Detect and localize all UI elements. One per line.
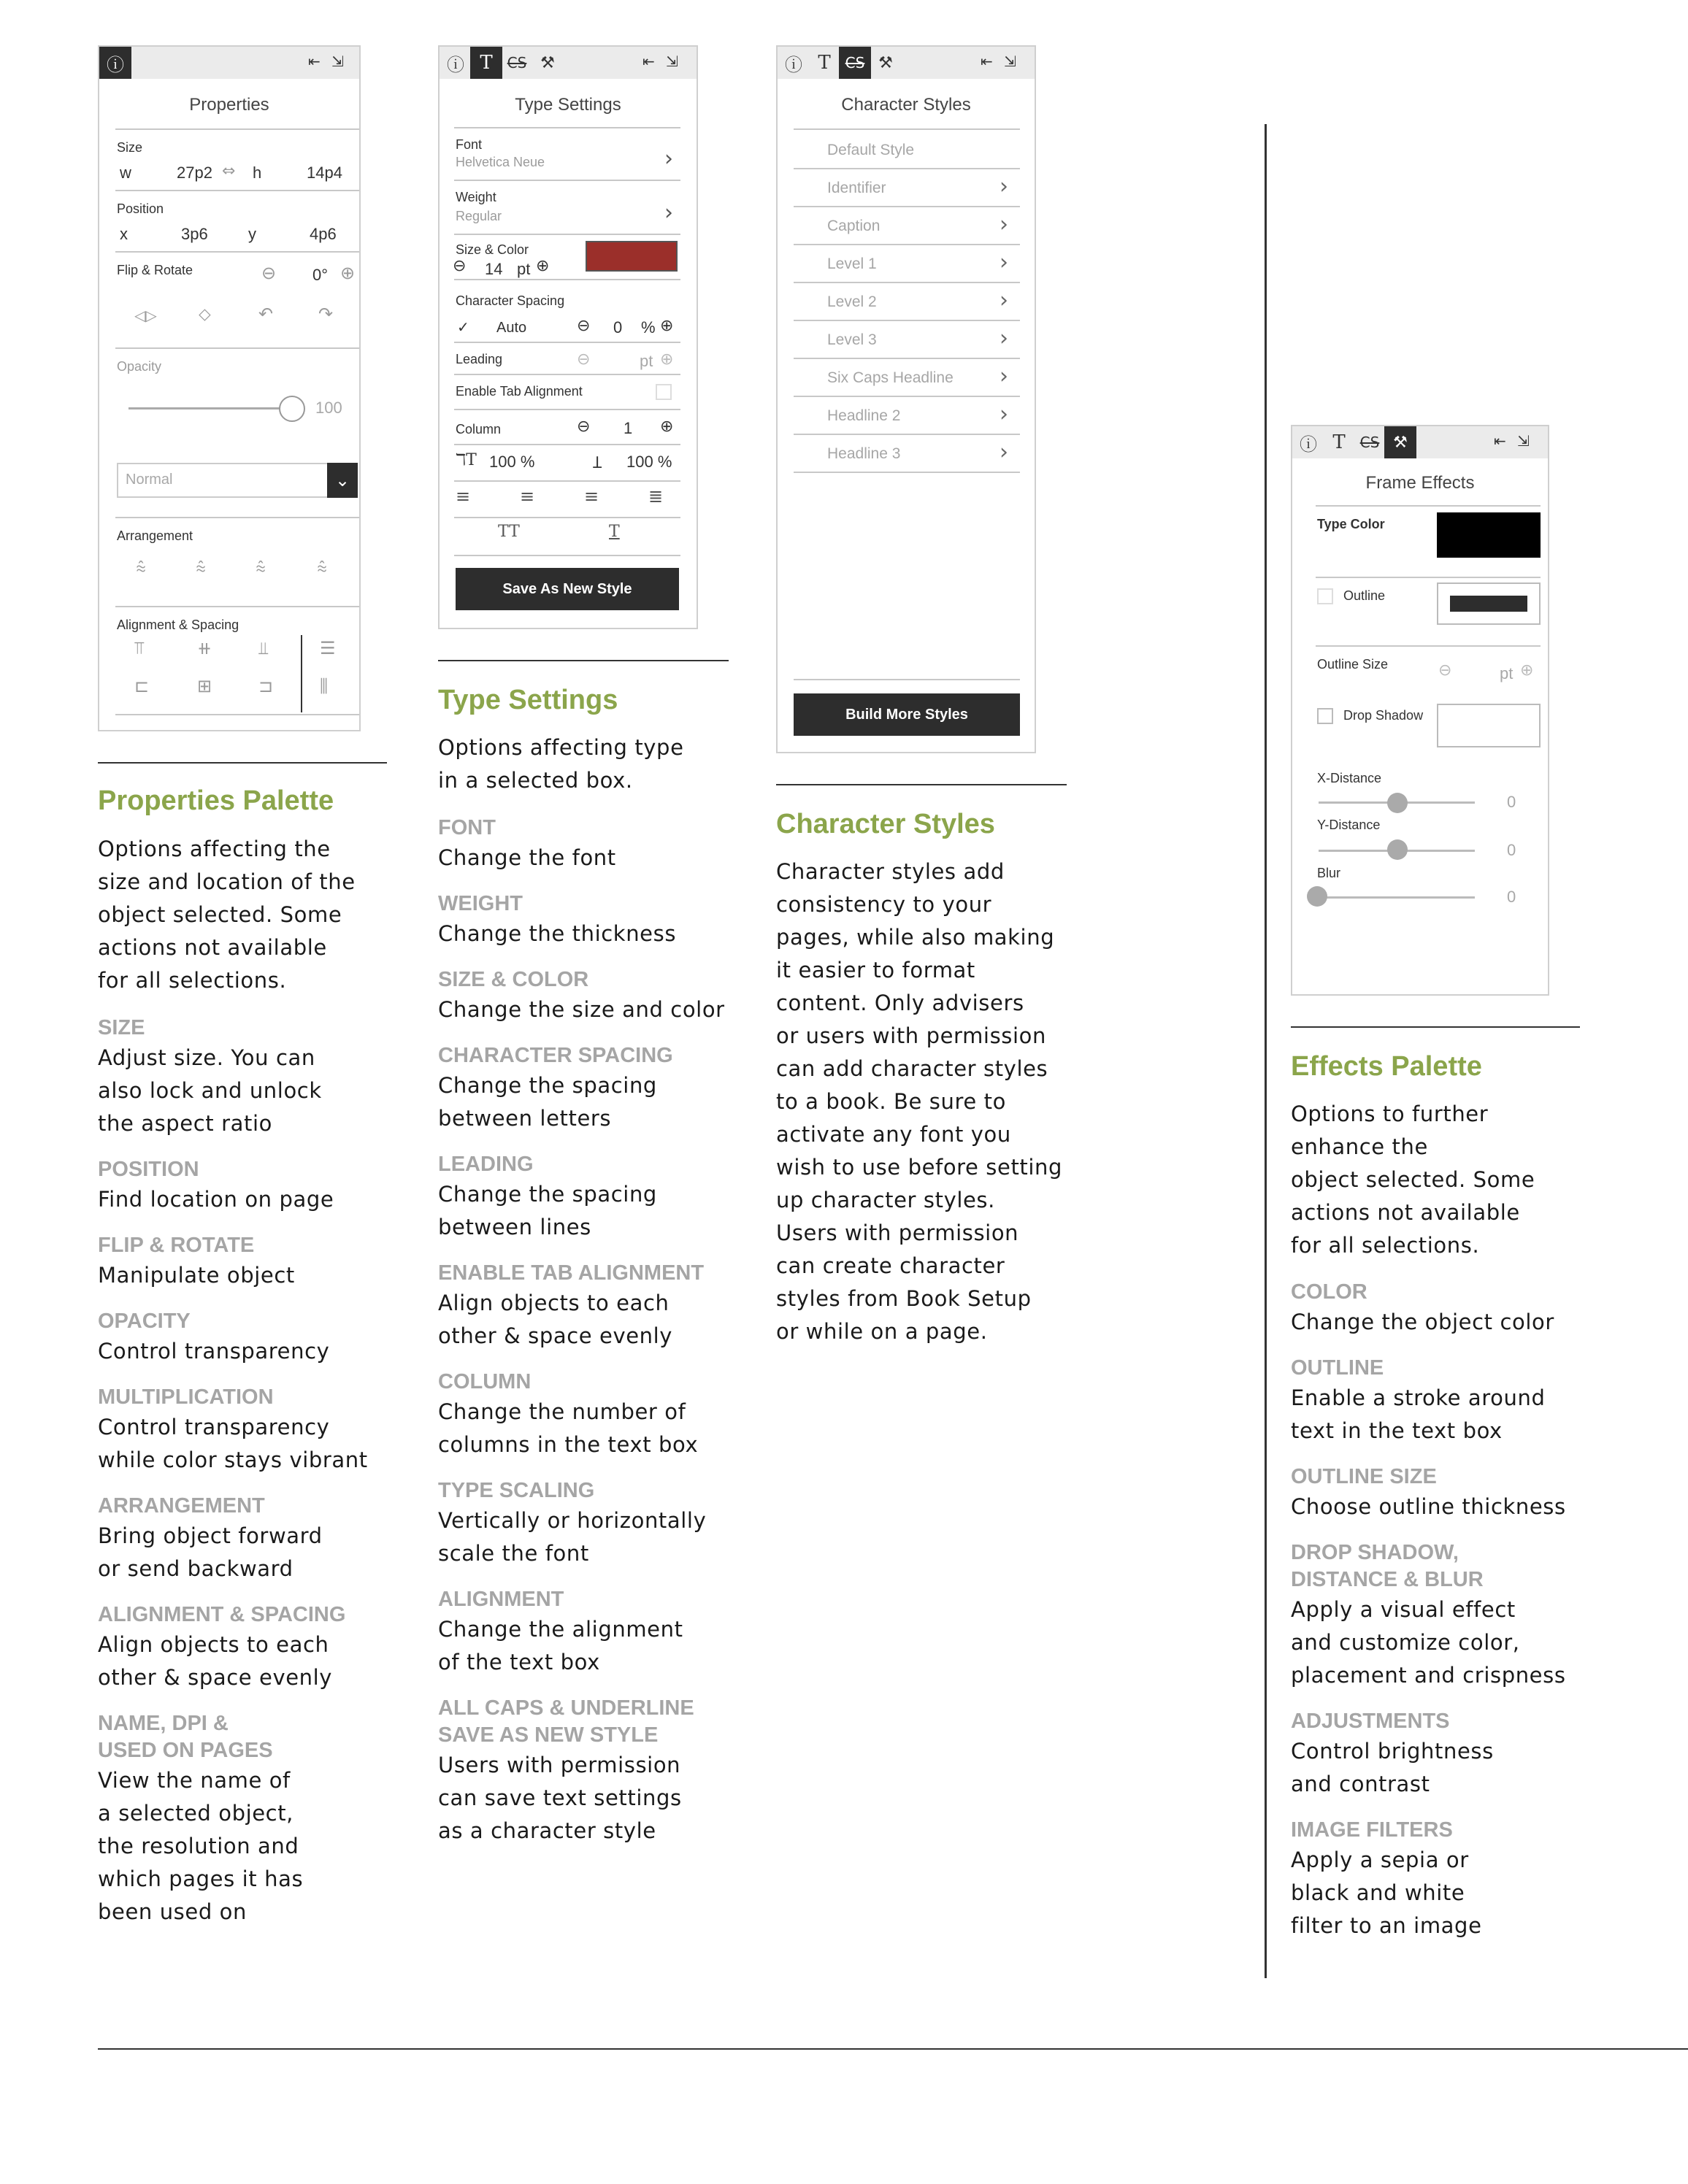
drop-shadow-color-box[interactable] — [1437, 704, 1541, 747]
info-section — [1291, 1539, 1597, 1692]
type-settings-panel — [438, 45, 698, 629]
position-label: Position — [117, 201, 164, 216]
arrangement-label: Arrangement — [117, 528, 193, 543]
section-body: Change the font — [438, 845, 616, 870]
blur-track[interactable] — [1319, 896, 1475, 899]
column-4-rule — [1291, 1026, 1580, 1028]
section-heading: OPACITY — [98, 1310, 191, 1333]
chevron-down-icon[interactable]: ⌄ — [327, 463, 358, 498]
info-section — [438, 1369, 745, 1461]
panel-title: Properties — [189, 95, 269, 115]
info-section — [438, 815, 745, 874]
chevron-right-icon[interactable]: › — [1000, 212, 1008, 237]
send-to-back-icon[interactable]: ⩯ — [317, 558, 328, 578]
character-styles-icon[interactable]: CS — [1359, 434, 1380, 451]
info-section — [98, 1232, 404, 1292]
leading-minus-icon[interactable]: ⊖ — [577, 350, 591, 369]
info-section — [98, 1384, 404, 1477]
y-field[interactable]: 4p6 — [310, 225, 337, 243]
build-more-styles-button[interactable]: Build More Styles — [794, 693, 1020, 736]
section-body: Change the number of columns in the text box — [438, 1399, 699, 1457]
section-heading: ALIGNMENT — [438, 1588, 564, 1611]
column-1-rule — [98, 762, 387, 764]
chevron-right-icon[interactable]: › — [1000, 364, 1008, 389]
w-label: w — [120, 164, 131, 182]
spacing-unit: % — [641, 318, 656, 337]
divider — [794, 679, 1020, 680]
divider — [794, 282, 1020, 283]
divider — [454, 342, 680, 343]
section-body: Find location on page — [98, 1187, 334, 1212]
section-body: Control brightness and contrast — [1291, 1739, 1494, 1796]
info-section — [1291, 1464, 1597, 1523]
drop-shadow-label: Drop Shadow — [1343, 708, 1424, 723]
chevron-right-icon[interactable]: › — [1000, 401, 1008, 427]
align-bottom-icon[interactable]: ⫫ — [258, 638, 269, 658]
character-style-item[interactable]: Identifier — [827, 180, 886, 196]
section-heading: LEADING — [438, 1153, 534, 1176]
type-settings-intro: Options affecting type in a selected box. — [438, 735, 684, 793]
divider — [794, 168, 1020, 169]
size-value[interactable]: 14 — [485, 260, 503, 278]
section-heading: FLIP & ROTATE — [98, 1234, 255, 1257]
section-heading: OUTLINE — [1291, 1356, 1384, 1380]
divider — [115, 251, 359, 253]
section-body: Bring object forward or send backward — [98, 1523, 323, 1581]
flip-horizontal-icon[interactable]: ◁▷ — [134, 307, 157, 324]
section-heading: SIZE & COLOR — [438, 968, 589, 991]
rotate-field[interactable]: 0° — [312, 266, 329, 284]
outline-checkbox[interactable] — [1317, 588, 1333, 604]
type-icon[interactable]: T — [818, 52, 831, 74]
size-plus-icon[interactable]: ⊕ — [536, 257, 550, 275]
section-body: Change the alignment of the text box — [438, 1617, 683, 1674]
character-style-item[interactable]: Level 2 — [827, 293, 877, 310]
spacing-minus-icon[interactable]: ⊖ — [577, 317, 591, 335]
section-heading: IMAGE FILTERS — [1291, 1818, 1453, 1842]
rotate-plus-icon[interactable]: ⊕ — [340, 263, 356, 283]
x-distance-label: X-Distance — [1317, 771, 1382, 785]
character-style-item[interactable]: Headline 2 — [827, 407, 901, 424]
outline-color-box[interactable] — [1437, 582, 1541, 625]
section-heading: NAME, DPI & USED ON PAGES — [98, 1712, 273, 1762]
character-styles-icon[interactable]: CS — [507, 54, 527, 72]
section-body: Change the size and color — [438, 997, 725, 1022]
h-label: h — [253, 164, 262, 182]
leading-label: Leading — [456, 352, 503, 366]
info-section — [1291, 1817, 1597, 1942]
weight-value[interactable]: Regular — [456, 209, 502, 223]
all-caps-icon[interactable]: TT — [498, 523, 520, 541]
section-body: Vertically or horizontally scale the font — [438, 1508, 707, 1566]
info-section — [98, 1308, 404, 1368]
info-section — [98, 1710, 404, 1929]
expand-right-icon[interactable]: ⇲ — [666, 53, 678, 70]
type-icon[interactable]: T — [1332, 431, 1346, 453]
x-distance-handle[interactable] — [1387, 793, 1408, 813]
divider — [115, 517, 359, 518]
weight-label: Weight — [456, 190, 496, 204]
horizontal-scale-value[interactable]: 100 % — [626, 453, 672, 471]
chevron-right-icon[interactable]: › — [1000, 439, 1008, 465]
divider — [454, 555, 680, 556]
blur-label: Blur — [1317, 866, 1341, 880]
info-section — [98, 1156, 404, 1216]
align-left-text-icon[interactable]: ≡ — [456, 486, 471, 507]
section-body: Control transparency while color stays vibrant — [98, 1415, 368, 1472]
divider — [115, 128, 359, 130]
divider — [301, 635, 302, 712]
section-body: Align objects to each other & space evenly — [438, 1291, 673, 1348]
font-value[interactable]: Helvetica Neue — [456, 155, 545, 169]
type-icon[interactable]: T — [470, 47, 502, 79]
y-distance-value: 0 — [1507, 841, 1516, 859]
spacing-plus-icon[interactable]: ⊕ — [660, 317, 674, 335]
character-spacing-label: Character Spacing — [456, 293, 565, 308]
properties-palette-heading: Properties Palette — [98, 785, 334, 816]
y-distance-handle[interactable] — [1387, 839, 1408, 860]
info-section — [438, 1586, 745, 1679]
effects-palette-heading: Effects Palette — [1291, 1051, 1482, 1082]
divider — [794, 206, 1020, 207]
panel-title: Frame Effects — [1365, 473, 1475, 493]
leading-unit: pt — [640, 352, 653, 370]
expand-left-icon[interactable]: ⇤ — [981, 53, 993, 70]
divider — [454, 374, 680, 375]
info-section — [1291, 1355, 1597, 1447]
effects-palette-intro: Options to further enhance the object selected. Some actions not available for all selections. — [1291, 1101, 1535, 1258]
chevron-right-icon[interactable]: › — [1000, 288, 1008, 313]
info-icon[interactable]: ⓘ — [447, 54, 464, 75]
bring-forward-icon[interactable]: ⩯ — [196, 558, 207, 578]
align-right-text-icon[interactable]: ≡ — [584, 486, 599, 507]
expand-left-icon[interactable]: ⇤ — [1494, 432, 1506, 450]
properties-panel — [98, 45, 361, 731]
divider — [454, 180, 680, 181]
info-section — [438, 966, 745, 1026]
section-body: Change the thickness — [438, 921, 677, 946]
section-body: Align objects to each other & space evenly — [98, 1632, 333, 1690]
vertical-scale-icon[interactable]: ℸT — [456, 451, 477, 469]
character-style-item[interactable]: Default Style — [827, 142, 915, 158]
section-heading: WEIGHT — [438, 892, 523, 915]
divider — [794, 244, 1020, 245]
outline-size-plus-icon[interactable]: ⊕ — [1520, 661, 1534, 680]
info-section — [438, 1151, 745, 1244]
rotate-left-icon[interactable]: ↶ — [258, 304, 274, 324]
outline-size-label: Outline Size — [1317, 657, 1389, 672]
align-top-icon[interactable]: ⫪ — [134, 638, 145, 658]
opacity-value: 100 — [315, 399, 342, 417]
section-heading: CHARACTER SPACING — [438, 1044, 673, 1067]
section-body: Change the spacing between lines — [438, 1182, 657, 1239]
column-plus-icon[interactable]: ⊕ — [660, 418, 674, 436]
leading-plus-icon[interactable]: ⊕ — [660, 350, 674, 369]
section-heading: OUTLINE SIZE — [1291, 1465, 1437, 1488]
outline-size-minus-icon[interactable]: ⊖ — [1438, 661, 1452, 680]
auto-checkbox[interactable]: ✓ — [457, 318, 469, 336]
divider — [454, 480, 680, 482]
align-right-icon[interactable]: ⊐ — [258, 676, 274, 696]
x-label: x — [120, 225, 128, 243]
send-backward-icon[interactable]: ⩯ — [256, 558, 266, 578]
type-color-label: Type Color — [1317, 517, 1385, 531]
horizontal-scale-icon[interactable]: Ʇ — [593, 454, 602, 472]
properties-toolbar — [99, 47, 359, 79]
column-2-rule — [438, 660, 729, 661]
section-heading: TYPE SCALING — [438, 1479, 595, 1502]
divider — [1316, 505, 1541, 507]
expand-right-icon[interactable]: ⇲ — [1517, 432, 1530, 450]
column-minus-icon[interactable]: ⊖ — [577, 418, 591, 436]
character-styles-icon[interactable]: CS — [839, 47, 871, 79]
divider — [454, 234, 680, 235]
section-body: Change the spacing between letters — [438, 1073, 657, 1131]
divider — [794, 396, 1020, 397]
column-3-rule — [776, 784, 1067, 785]
info-section — [1291, 1708, 1597, 1801]
info-section — [98, 1493, 404, 1585]
justify-text-icon[interactable]: ≣ — [648, 486, 664, 507]
section-heading: SIZE — [98, 1016, 145, 1039]
magic-wand-icon[interactable]: ⚒ — [878, 53, 893, 72]
magic-wand-icon[interactable]: ⚒ — [540, 53, 555, 72]
auto-label: Auto — [496, 320, 527, 336]
type-settings-heading: Type Settings — [438, 685, 618, 715]
section-body: Control transparency — [98, 1339, 330, 1364]
divider — [454, 127, 680, 128]
info-icon[interactable]: ⓘ — [1300, 434, 1317, 455]
magic-wand-icon[interactable]: ⚒ — [1384, 426, 1416, 458]
drop-shadow-checkbox[interactable] — [1317, 708, 1333, 724]
h-field[interactable]: 14p4 — [307, 164, 342, 182]
character-styles-intro: Character styles add consistency to your pages, while also making it easier to format content. Only advisers or users with permission can add character styles to a book. Be sure to activate any font you wish to use before setting up character styles. Users with permission can create character styles from Book Setup or while on a page. — [776, 859, 1063, 1344]
divider — [115, 190, 359, 191]
info-section — [438, 1260, 745, 1353]
expand-left-icon[interactable]: ⇤ — [308, 53, 321, 70]
section-body: View the name of a selected object, the resolution and which pages it has been used on — [98, 1768, 304, 1924]
section-heading: ALL CAPS & UNDERLINE SAVE AS NEW STYLE — [438, 1696, 694, 1747]
tab-alignment-checkbox[interactable] — [656, 384, 672, 400]
cs-toolbar — [778, 47, 1035, 79]
character-style-item[interactable]: Level 3 — [827, 331, 877, 348]
character-style-item[interactable]: Caption — [827, 218, 881, 234]
expand-right-icon[interactable]: ⇲ — [331, 53, 344, 70]
divider — [794, 320, 1020, 321]
section-heading: ADJUSTMENTS — [1291, 1710, 1450, 1733]
fx-toolbar — [1292, 426, 1548, 458]
outline-size-unit: pt — [1500, 664, 1514, 682]
section-body: Manipulate object — [98, 1263, 295, 1288]
info-section — [438, 1695, 745, 1847]
opacity-slider-handle[interactable] — [279, 396, 305, 422]
divider — [1316, 577, 1541, 578]
properties-palette-intro: Options affecting the size and location of the object selected. Some actions not available for all selections. — [98, 837, 356, 993]
opacity-slider-track[interactable] — [128, 407, 291, 410]
alignment-spacing-label: Alignment & Spacing — [117, 618, 239, 632]
blend-mode-select[interactable] — [117, 463, 358, 498]
size-label: Size — [117, 140, 143, 155]
section-heading: COLOR — [1291, 1280, 1367, 1304]
divider — [454, 444, 680, 445]
info-section — [438, 891, 745, 950]
character-style-item[interactable]: Level 1 — [827, 255, 877, 272]
divider — [115, 714, 359, 715]
opacity-label: Opacity — [117, 359, 162, 374]
section-body: Apply a visual effect and customize color, placement and crispness — [1291, 1597, 1566, 1688]
chevron-right-icon[interactable]: › — [1000, 250, 1008, 275]
chevron-right-icon[interactable]: › — [1000, 174, 1008, 199]
character-style-item[interactable]: Headline 3 — [827, 445, 901, 462]
section-body: Change the object color — [1291, 1310, 1554, 1334]
info-section — [98, 1602, 404, 1694]
section-body: Enable a stroke around text in the text box — [1291, 1385, 1546, 1443]
section-heading: ARRANGEMENT — [98, 1494, 265, 1518]
section-body: Adjust size. You can also lock and unlock the aspect ratio — [98, 1045, 322, 1136]
vertical-scale-value[interactable]: 100 % — [489, 453, 535, 471]
size-minus-icon[interactable]: ⊖ — [453, 257, 467, 275]
expand-left-icon[interactable]: ⇤ — [642, 53, 655, 70]
tab-alignment-label: Enable Tab Alignment — [456, 384, 583, 399]
bring-to-front-icon[interactable]: ⩯ — [136, 558, 147, 578]
distribute-horizontal-icon[interactable]: ⫼ — [320, 676, 329, 696]
type-color-swatch[interactable] — [586, 241, 678, 272]
info-icon[interactable]: ⓘ — [785, 54, 802, 75]
x-distance-value: 0 — [1507, 793, 1516, 811]
divider — [115, 347, 359, 349]
weight-chevron-icon[interactable]: › — [664, 200, 673, 226]
chevron-right-icon[interactable]: › — [1000, 326, 1008, 351]
size-color-label: Size & Color — [456, 242, 529, 257]
section-heading: POSITION — [98, 1158, 199, 1181]
section-body: Apply a sepia or black and white filter to an image — [1291, 1847, 1482, 1938]
footer-rule — [98, 2048, 1688, 2050]
column-label: Column — [456, 422, 502, 437]
panel-title: Type Settings — [515, 95, 621, 115]
divider — [454, 517, 680, 518]
section-body: Users with permission can save text settings as a character style — [438, 1753, 682, 1843]
divider — [1316, 645, 1541, 647]
divider — [794, 358, 1020, 359]
spacing-value[interactable]: 0 — [613, 318, 623, 337]
column-value[interactable]: 1 — [624, 419, 633, 437]
info-section — [438, 1042, 745, 1135]
font-chevron-icon[interactable]: › — [664, 146, 673, 172]
character-styles-panel — [776, 45, 1036, 753]
frame-effects-panel — [1291, 425, 1549, 996]
w-field[interactable]: 27p2 — [177, 164, 212, 182]
blur-handle[interactable] — [1307, 886, 1327, 907]
section-heading: ALIGNMENT & SPACING — [98, 1603, 346, 1626]
section-body: Choose outline thickness — [1291, 1494, 1566, 1519]
divider — [794, 128, 1020, 130]
section-heading: DROP SHADOW, DISTANCE & BLUR — [1291, 1541, 1484, 1591]
divider — [794, 472, 1020, 473]
info-section — [1291, 1279, 1597, 1339]
y-label: y — [248, 225, 256, 243]
info-icon[interactable]: ⓘ — [99, 47, 131, 79]
y-distance-label: Y-Distance — [1317, 818, 1381, 832]
save-as-new-style-button[interactable]: Save As New Style — [456, 568, 679, 610]
divider — [454, 279, 680, 280]
rotate-right-icon[interactable]: ↷ — [318, 304, 334, 324]
rotate-minus-icon[interactable]: ⊖ — [261, 263, 277, 283]
align-center-text-icon[interactable]: ≡ — [520, 486, 535, 507]
align-middle-icon[interactable]: ⧺ — [197, 638, 212, 658]
character-styles-heading: Character Styles — [776, 809, 995, 839]
expand-right-icon[interactable]: ⇲ — [1004, 53, 1016, 70]
divider — [794, 434, 1020, 435]
info-section — [98, 1015, 404, 1140]
underline-icon[interactable]: T — [609, 523, 620, 541]
blend-mode-value: Normal — [126, 472, 173, 488]
align-center-icon[interactable]: ⊞ — [197, 676, 212, 696]
blur-value: 0 — [1507, 888, 1516, 906]
type-toolbar — [440, 47, 697, 79]
aspect-lock-icon[interactable]: ⇔ — [222, 162, 236, 180]
panel-title: Character Styles — [841, 95, 971, 115]
font-label: Font — [456, 137, 483, 152]
distribute-vertical-icon[interactable]: ☰ — [320, 638, 336, 658]
vertical-rule — [1265, 124, 1267, 1978]
type-color-swatch[interactable] — [1437, 512, 1541, 558]
align-left-icon[interactable]: ⊏ — [134, 676, 150, 696]
size-unit: pt — [517, 260, 531, 278]
section-heading: MULTIPLICATION — [98, 1385, 274, 1409]
flip-vertical-icon[interactable]: ⬦ — [199, 304, 211, 324]
divider — [115, 606, 359, 607]
outline-color-swatch — [1450, 596, 1527, 612]
divider — [454, 409, 680, 410]
flip-rotate-label: Flip & Rotate — [117, 263, 193, 277]
section-heading: ENABLE TAB ALIGNMENT — [438, 1261, 705, 1285]
outline-label: Outline — [1343, 588, 1386, 603]
section-heading: FONT — [438, 816, 496, 839]
x-field[interactable]: 3p6 — [181, 225, 208, 243]
section-heading: COLUMN — [438, 1370, 532, 1393]
character-style-item[interactable]: Six Caps Headline — [827, 369, 954, 386]
info-section — [438, 1477, 745, 1570]
